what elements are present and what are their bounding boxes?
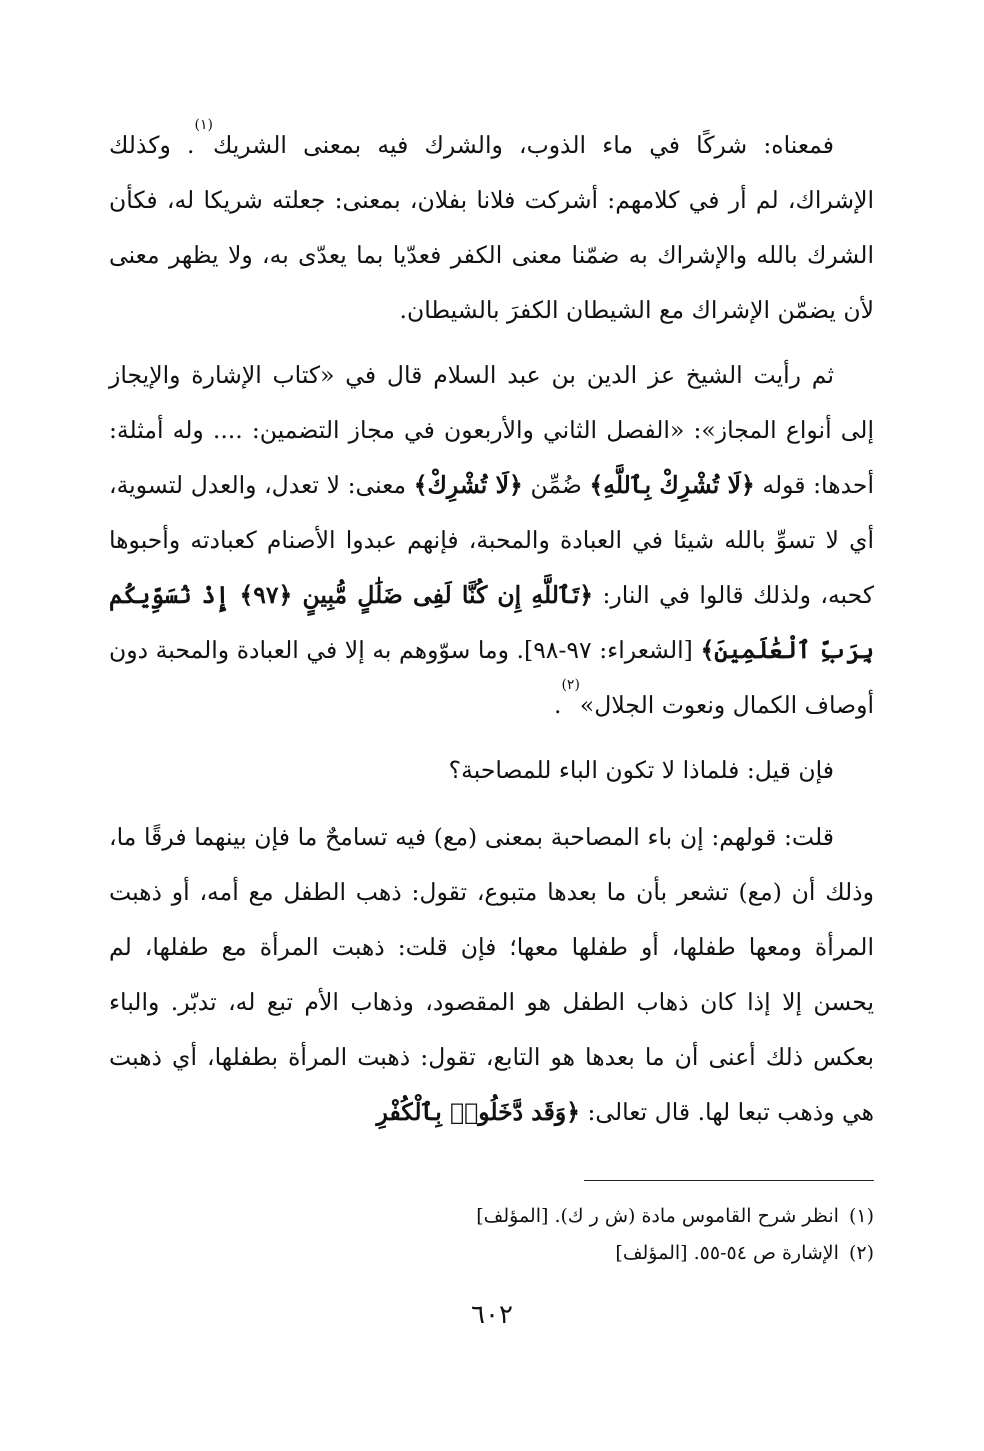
footnote-1 bbox=[109, 1198, 874, 1235]
page-number: ٦٠٢ bbox=[471, 1300, 513, 1330]
quran-quote: ﴿لَا تُشْرِكْ بِٱللَّهِ﴾ bbox=[589, 471, 755, 499]
text-run: . وكذلك الإشراك، لم أر في كلامهم: أشركت فلانا بفلان، بمعنى: جعلته شريكا له، فكأن الشرك بالله والإشراك به ضمّنا معنى الكفر فعدّيا بما يعدّى به، ولا يظهر معنى لأن يضمّن الإشراك مع الشيطان الكفرَ بالشيطان. bbox=[109, 131, 874, 324]
paragraph-2 bbox=[109, 348, 874, 733]
text-run: فإن قيل: فلماذا لا تكون الباء للمصاحبة؟ bbox=[448, 756, 834, 784]
quran-quote: ﴿لَا تُشْرِكْ﴾ bbox=[413, 471, 523, 499]
footnote-ref: (١) bbox=[194, 117, 213, 133]
paragraph-1 bbox=[109, 118, 874, 338]
paragraph-4 bbox=[109, 810, 874, 1140]
text-run: . bbox=[553, 691, 562, 719]
footnote-1-text: انظر شرح القاموس مادة (ش ر ك). [المؤلف] bbox=[476, 1205, 839, 1227]
paragraph-3 bbox=[109, 743, 874, 798]
quran-quote: ﴿وَقَد دَّخَلُوا۟ بِٱلْكُفْرِ bbox=[376, 1098, 580, 1126]
text-run: فمعناه: شركًا في ماء الذوب، والشرك فيه بمعنى الشريك bbox=[212, 131, 834, 159]
main-text bbox=[109, 118, 874, 1150]
text-run: معنى: لا تعدل، والعدل لتسوية، أي لا تسوِّ بالله شيئا في العبادة والمحبة، فإنهم عبدوا الأصنام كعبادته وأحبوها كحبه، ولذلك قالوا في النار: bbox=[109, 471, 875, 609]
footnote-separator bbox=[584, 1180, 874, 1181]
text-run: ثم رأيت الشيخ عز الدين بن عبد السلام قال في «كتاب الإشارة والإيجاز إلى أنواع المجاز»: «الفصل الثاني والأربعون في مجاز التضمين: .... وله أمثلة: أحدها: قوله bbox=[109, 361, 874, 499]
text-run: قلت: قولهم: إن باء المصاحبة بمعنى (مع) فيه تسامحٌ ما فإن بينهما فرقًا ما، وذلك أن (مع) تشعر بأن ما بعدها متبوع، تقول: ذهب الطفل مع أمه، أو ذهبت المرأة ومعها طفلها، أو طفلها معها؛ فإن قلت: ذهبت المرأة مع طفلها، لم يحسن إلا إذا كان ذهاب الطفل هو المقصود، وذهاب الأم تبع له، تدبّر. والباء بعكس ذلك أعنى أن ما بعدها هو التابع، تقول: ذهبت المرأة بطفلها، أي ذهبت هي وذهب تبعا لها. قال تعالى: bbox=[109, 823, 874, 1126]
footnote-2 bbox=[109, 1235, 874, 1272]
footnote-1-number: (١) bbox=[848, 1205, 874, 1227]
text-run: ضُمِّن bbox=[522, 471, 590, 499]
quran-quote: ﴿تَٱللَّهِ إِن كُنَّا لَفِى ضَلَٰلٍ مُّبِينٍ ﴿٩٧﴾ إِذْ نُسَوِّيكُم بِرَبِّ ٱلْعَٰلَمِينَ﴾ bbox=[109, 581, 874, 664]
footnote-2-text: الإشارة ص ٥٤-٥٥. [المؤلف] bbox=[615, 1242, 839, 1264]
footnotes bbox=[109, 1198, 874, 1272]
footnote-2-number: (٢) bbox=[848, 1242, 874, 1264]
footnote-ref: (٢) bbox=[561, 677, 580, 693]
text-run: [الشعراء: ٩٧-٩٨]. وما سوّوهم به إلا في العبادة والمحبة دون أوصاف الكمال ونعوت الجلال» bbox=[109, 636, 874, 719]
